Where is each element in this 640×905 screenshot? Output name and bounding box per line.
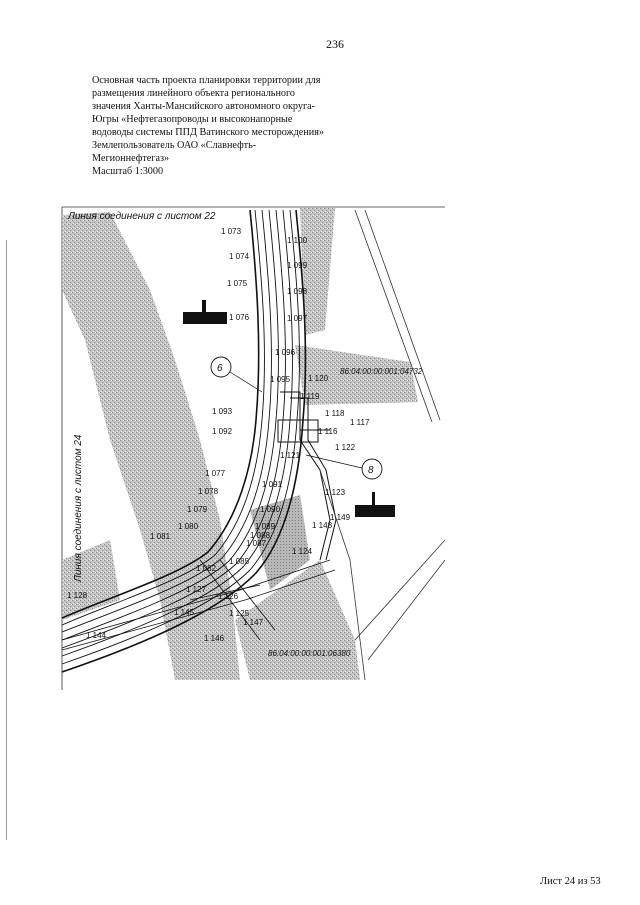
sheet-footer: Лист 24 из 53 bbox=[540, 876, 601, 887]
point-label: 1 075 bbox=[227, 279, 248, 288]
title-line: размещения линейного объекта регионального bbox=[92, 88, 296, 99]
point-label: 1 118 bbox=[325, 409, 345, 418]
point-label: 1 091 bbox=[262, 480, 283, 489]
point-label: 1 147 bbox=[243, 618, 264, 627]
point-label: 1 116 bbox=[318, 427, 338, 436]
point-label: 1 099 bbox=[287, 261, 308, 270]
point-label: 1 120 bbox=[308, 374, 329, 383]
point-label: 1 121 bbox=[280, 451, 301, 460]
parcel-label: 86:04:00:00:001:04732 bbox=[340, 367, 423, 376]
point-label: 1 123 bbox=[325, 488, 346, 497]
title-line: значения Ханты-Мансийского автономного округа- bbox=[92, 101, 316, 112]
scale-line: Масштаб 1:3000 bbox=[92, 166, 164, 177]
callout-6 bbox=[211, 357, 262, 392]
point-label: 1 074 bbox=[229, 252, 250, 261]
callout-label: 6 bbox=[217, 363, 223, 374]
point-label: 1 090 bbox=[260, 505, 281, 514]
point-label: 1 088 bbox=[250, 531, 271, 540]
marker-right bbox=[355, 492, 395, 517]
point-label: 1 096 bbox=[275, 348, 296, 357]
point-label: 1 092 bbox=[212, 427, 233, 436]
point-label: 1 127 bbox=[186, 585, 207, 594]
point-label: 1 085 bbox=[229, 557, 250, 566]
marker-left bbox=[183, 300, 227, 324]
point-label: 1 146 bbox=[204, 634, 225, 643]
point-label: 1 098 bbox=[287, 287, 308, 296]
point-label: 1 119 bbox=[300, 392, 320, 401]
point-label: 1 124 bbox=[292, 547, 313, 556]
point-label: 1 144 bbox=[86, 631, 107, 640]
point-label: 1 077 bbox=[205, 469, 226, 478]
title-line: Югры «Нефтегазопроводы и высоконапорные bbox=[92, 114, 293, 125]
point-label: 1 125 bbox=[229, 609, 250, 618]
point-label: 1 093 bbox=[212, 407, 233, 416]
title-line: Мегионнефтегаз» bbox=[92, 153, 170, 164]
title-line: водоводы системы ППД Ватинского месторождения» bbox=[92, 127, 324, 138]
point-label: 1 076 bbox=[229, 313, 250, 322]
page-number: 236 bbox=[326, 37, 344, 51]
point-label: 1 080 bbox=[178, 522, 199, 531]
parcel-label: 86:04:00:00:001:06380 bbox=[268, 649, 351, 658]
point-label: 1 082 bbox=[196, 564, 217, 573]
point-label: 1 073 bbox=[221, 227, 242, 236]
point-label: 1 149 bbox=[330, 513, 351, 522]
point-label: 1 122 bbox=[335, 443, 356, 452]
point-label: 1 148 bbox=[312, 521, 333, 530]
point-label: 1 095 bbox=[270, 375, 291, 384]
title-line: Землепользователь ОАО «Славнефть- bbox=[92, 140, 257, 151]
point-label: 1 087 bbox=[246, 539, 267, 548]
point-label: 1 079 bbox=[187, 505, 208, 514]
terrain-left-edge bbox=[62, 540, 120, 620]
point-label: 1 145 bbox=[174, 608, 195, 617]
point-label: 1 097 bbox=[287, 314, 308, 323]
title-line: Основная часть проекта планировки территории для bbox=[92, 75, 321, 86]
point-label: 1 089 bbox=[255, 522, 276, 531]
callout-label: 8 bbox=[368, 465, 374, 476]
point-label: 1 081 bbox=[150, 532, 171, 541]
point-label: 1 128 bbox=[67, 591, 88, 600]
join-label-left: Линия соединения с листом 24 bbox=[73, 434, 84, 582]
point-label: 1 117 bbox=[350, 418, 370, 427]
point-label: 1 100 bbox=[287, 236, 308, 245]
point-label: 1 126 bbox=[218, 592, 239, 601]
join-label-top: Линия соединения с листом 22 bbox=[68, 211, 216, 222]
point-label: 1 078 bbox=[198, 487, 219, 496]
